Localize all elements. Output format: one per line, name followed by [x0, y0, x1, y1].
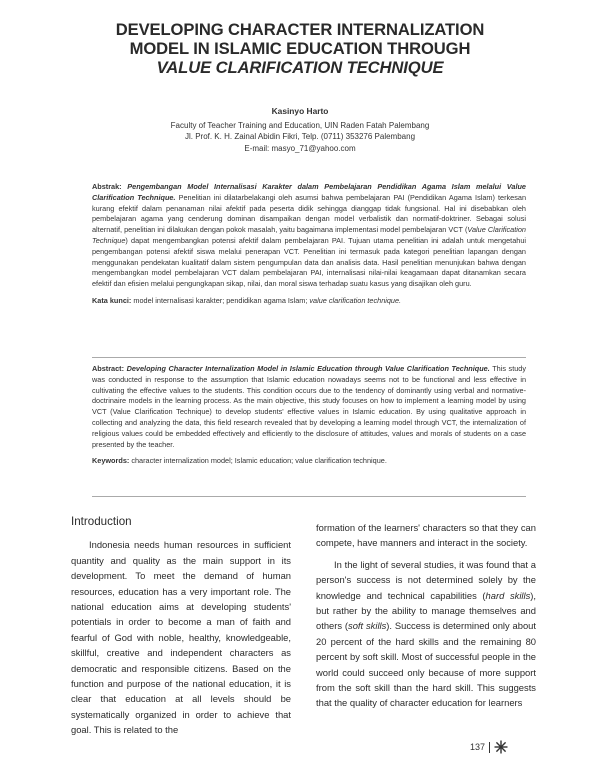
abstract-id-label: Abstrak:	[92, 182, 122, 191]
ornament-icon	[494, 740, 508, 754]
author-name: Kasinyo Harto	[271, 106, 329, 116]
paper-title	[60, 20, 540, 77]
abstract-en-kw-text: character internalization model; Islamic education; value clarification technique.	[131, 456, 387, 466]
title-line-1: DEVELOPING CHARACTER INTERNALIZATION	[115, 20, 485, 39]
author-address: Jl. Prof. K. H. Zainal Abidin Fikri, Telp. (0711) 353276 Palembang	[184, 132, 416, 141]
abstract-id-kw-text: model internalisasi karakter; pendidikan agama Islam;	[133, 295, 308, 305]
divider-bottom	[92, 496, 526, 497]
intro-p2-hard-skills: hard skills	[485, 589, 531, 601]
intro-paragraph-continued: formation of the learners' characters so that they can compete, have manners and interact in the society.	[316, 522, 536, 549]
footer-separator	[489, 742, 490, 753]
abstract-id-kw-label: Kata kunci:	[92, 295, 132, 305]
author-email: E-mail: masyo_71@yahoo.com	[244, 143, 356, 153]
intro-p2-text-b: ), but rather by the ability to manage themselves and others (	[316, 589, 536, 632]
body-column-left	[71, 514, 291, 738]
abstract-english	[92, 364, 526, 467]
abstract-en-body	[92, 364, 526, 450]
abstract-id-text-1: Penelitian ini dilatarbelakangi oleh asumsi bahwa pembelajaran PAI (Pendidikan Agama Islam) terkesan kurang efektif dalam penanaman nilai afektif pada peserta didik sehingga dianggap tidak fungsional. Hal ini disebabkan oleh pembelajaran agama yang cenderung dominan disampaikan dengan model verbalistik dan normatif-doktriner. Sebagai solusi alternatif, penelitian ini dilakukan dengan pokok masalah, yaitu bagaimana implementasi model pembelajaran VCT (	[92, 192, 526, 235]
abstract-en-label: Abstract:	[92, 364, 125, 373]
abstract-id-body	[92, 182, 526, 290]
intro-p2-text-a: In the light of several studies, it was found that a person's success is not determined solely by the knowledge and technical capabilities (	[316, 558, 536, 601]
section-heading-introduction: Introduction	[71, 515, 132, 528]
title-line-2: MODEL IN ISLAMIC EDUCATION THROUGH	[129, 39, 471, 58]
divider-top	[92, 357, 526, 358]
abstract-id-text-italic: Value Clarification Technique	[92, 225, 526, 245]
abstract-id-keywords	[92, 296, 526, 307]
abstract-en-keywords	[92, 456, 526, 467]
abstract-indonesian	[92, 182, 526, 307]
intro-paragraph-1: Indonesia needs human resources in sufficient quantity and quality as the main support in its development. To meet the demand of human resources, education has a very important role. The national education aims at developing students' potentials in order to become a man of faith and fearful of God with noble, healthy, knowledgeable, skillful, creative and independent characters as democratic and responsible citizens. Based on the function and purpose of the national education, it is clear that education at all levels should be systematically organized in order to achieve that goal. This is related to the	[71, 539, 291, 736]
abstract-id-text-2: ) dapat mengembangkan potensi afektif dalam pembelajaran PAI. Tujuan utama penelitian ini adalah untuk mengetahui pengembangan potensi afektif siswa melalui penerapan VCT. Penelitian ini termasuk pada kategori penelitian lapangan dengan menggunakan pendekatan kualitatif dalam sistem pengumpulan data dan analisis data. Hasil penelitian menunjukan bahwa dengan mengembangkan model pembelajaran VCT dalam pembelajaran PAI, internalisasi nilai-nilai keagamaan dapat ditanamkan secara efektif dan efisien melalui pengungkapan sikap, nilai, dan moral siswa terhadap suatu kasus yang disajikan oleh guru.	[92, 235, 526, 289]
abstract-en-text: This study was conducted in response to the assumption that Islamic education nowadays seems not to be functional and less effective in cultivating the effective values to the students. This condition occurs due to the tendency of dominantly using verbal and normative-doctrinaire models in the learning process. As the main objective, this study focuses on how to implement a learning model by using VCT (Value Clarification Technique) to develop students' effective values in Islamic education. By using qualitative approach in collecting and analyzing the data, this field research revealed that by developing a learning model through VCT, the internalization of religious values could be embedded effectively and efficiently to the disclosure of attitudes, values and morals of students on a case presented by the teacher.	[92, 364, 527, 449]
title-line-3: VALUE CLARIFICATION TECHNIQUE	[156, 58, 444, 77]
page-footer	[470, 740, 508, 754]
page-number: 137	[470, 742, 486, 752]
author-affiliation: Faculty of Teacher Training and Education, UIN Raden Fatah Palembang	[170, 120, 430, 130]
author-block	[120, 106, 480, 154]
body-column-right	[316, 520, 536, 711]
intro-p2-text-c: ). Success is determined only about 20 percent of the hard skills and the remaining 80 percent by soft skill. Most of successful people in the world could succeed only because of more support from the soft skill than the hard skill. This suggests that the quality of character education for learners	[316, 620, 536, 709]
intro-p2-soft-skills: soft skills	[348, 620, 387, 632]
abstract-en-title: Developing Character Internalization Model in Islamic Education through Value Clarification Technique.	[126, 364, 490, 373]
abstract-en-kw-label: Keywords:	[92, 456, 130, 466]
abstract-id-title: Pengembangan Model Internalisasi Karakter dalam Pembelajaran Pendidikan Agama Islam melalui Value Clarification Technique.	[92, 182, 526, 202]
intro-paragraph-2	[316, 557, 536, 711]
abstract-id-kw-italic: value clarification technique.	[309, 295, 402, 305]
